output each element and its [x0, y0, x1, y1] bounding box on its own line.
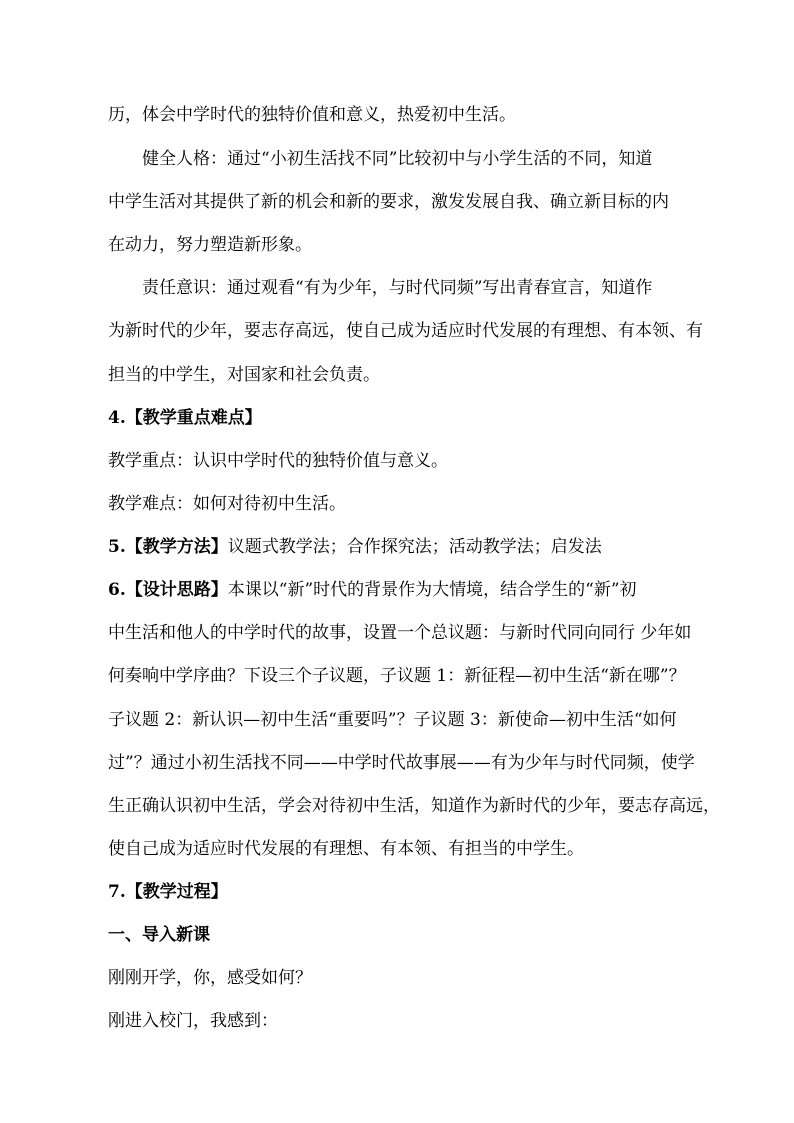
paragraph-line: 历，体会中学时代的独特价值和意义，热爱初中生活。 — [108, 105, 516, 125]
paragraph-line: 使自己成为适应时代发展的有理想、有本领、有担当的中学生。 — [108, 839, 584, 859]
paragraph-line: 担当的中学生，对国家和社会负责。 — [108, 365, 380, 385]
teaching-methods-line — [108, 536, 728, 558]
paragraph-line: 何奏响中学序曲？下设三个子议题，子议题 1：新征程—初中生活“新在哪”？ — [108, 666, 686, 686]
design-ideas-text: 本课以“新”时代的背景作为大情境，结合学生的“新”初 — [227, 580, 637, 600]
paragraph-line: 中生活和他人的中学时代的故事，设置一个总议题：与新时代同向同行 少年如 — [108, 623, 692, 643]
section-heading-teaching-focus: 4.【教学重点难点】 — [108, 408, 262, 428]
section-heading-teaching-methods: 5.【教学方法】 — [108, 537, 228, 557]
paragraph-line: 在动力，努力塑造新形象。 — [108, 235, 312, 255]
paragraph-line: 生正确认识初中生活，学会对待初中生活，知道作为新时代的少年，要志存高远， — [108, 796, 720, 816]
paragraph-line: 刚刚开学，你，感受如何？ — [108, 968, 312, 988]
paragraph-line: 过”？通过小初生活找不同——中学时代故事展——有为少年与时代同频，使学 — [108, 753, 695, 773]
paragraph-line: 教学重点：认识中学时代的独特价值与意义。 — [108, 451, 448, 471]
paragraph-line: 刚进入校门，我感到： — [108, 1011, 278, 1031]
teaching-methods-text: 议题式教学法；合作探究法；活动教学法；启发法 — [227, 537, 602, 557]
subsection-heading-intro: 一、导入新课 — [108, 925, 210, 945]
design-ideas-line — [108, 579, 728, 601]
section-heading-design-ideas: 6.【设计思路】 — [108, 580, 228, 600]
paragraph-line: 中学生活对其提供了新的机会和新的要求，激发发展自我、确立新目标的内 — [108, 192, 669, 212]
paragraph-line: 健全人格：通过“小初生活找不同”比较初中与小学生活的不同，知道 — [142, 149, 653, 169]
paragraph-line: 为新时代的少年，要志存高远，使自己成为适应时代发展的有理想、有本领、有 — [108, 321, 703, 341]
section-heading-teaching-process: 7.【教学过程】 — [108, 882, 228, 902]
paragraph-line: 子议题 2：新认识—初中生活“重要吗”？子议题 3：新使命—初中生活“如何 — [108, 710, 677, 730]
paragraph-line: 责任意识：通过观看“有为少年，与时代同频”写出青春宣言，知道作 — [142, 278, 653, 298]
paragraph-line: 教学难点：如何对待初中生活。 — [108, 494, 346, 514]
